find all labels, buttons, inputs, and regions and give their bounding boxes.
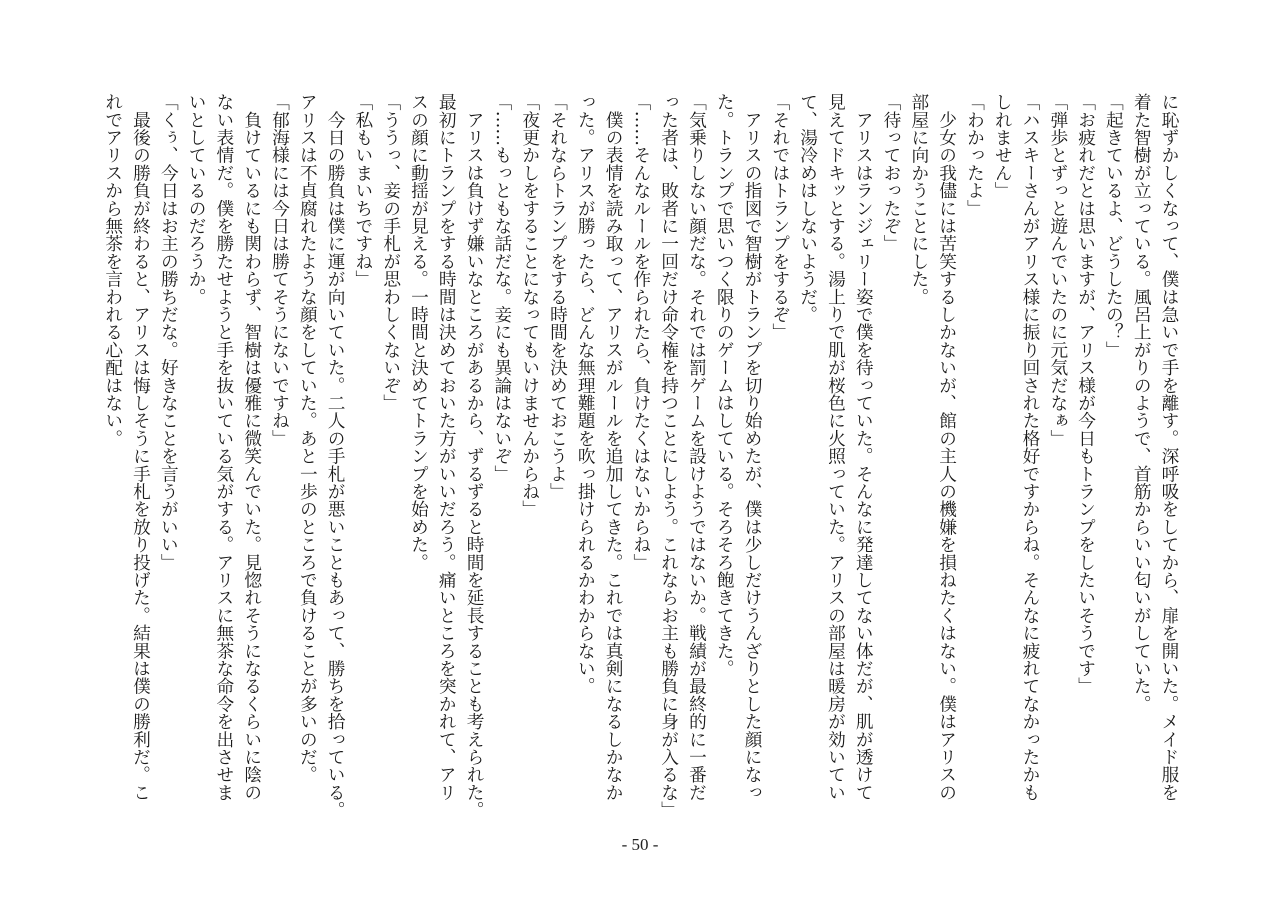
text-line: 「気乗りしない顔だな。それでは罰ゲームを設けようではないか。戦績が最終的に一番だ — [686, 93, 707, 801]
text-line: れでアリスから無茶を言われる心配はない。 — [102, 93, 123, 447]
text-line: 「起きているよ、どうしたの？」 — [1103, 93, 1124, 359]
vertical-body-text — [98, 93, 1182, 819]
text-line: アリスは負けず嫌いなところがあるから、ずるずると時間を延長することも考えられた。 — [464, 93, 485, 819]
text-line: 「夜更かしをすることになってもいけませんからね」 — [519, 93, 540, 518]
text-line: った。アリスが勝ったら、どんな無理難題を吹っ掛けられるかわからない。 — [575, 93, 596, 695]
text-line: 「郁海様には今日は勝てそうにないですね」 — [269, 93, 290, 447]
text-line: 「ハスキーさんがアリス様に振り回された格好ですからね。そんなに疲れてなかったかも — [1020, 93, 1041, 801]
text-line: 「わかったよ」 — [964, 93, 985, 217]
text-line: 部屋に向かうことにした。 — [908, 93, 929, 306]
text-line: 少女の我儘には苦笑するしかないが、館の主人の機嫌を損ねたくはない。僕はアリスの — [936, 93, 957, 801]
text-line: 僕の表情を読み取って、アリスがルールを追加してきた。これでは真剣になるしかなか — [603, 93, 624, 801]
text-line: 「ううっ、妾の手札が思わしくないぞ」 — [380, 93, 401, 412]
text-line: 見えてドキッとする。湯上りで肌が桜色に火照っていた。アリスの部屋は暖房が効いてい — [825, 93, 846, 801]
text-line: 着た智樹が立っている。風呂上がりのようで、首筋からいい匂いがしていた。 — [1131, 93, 1152, 713]
text-line: った者は、敗者に一回だけ命令権を持つことにしよう。これならお主も勝負に身が入るな」 — [658, 93, 679, 819]
text-line: スの顔に動揺が見える。一時間と決めてトランプを始めた。 — [408, 93, 429, 571]
text-line: て、湯冷めはしないようだ。 — [797, 93, 818, 324]
text-line: いとしているのだろうか。 — [186, 93, 207, 306]
text-line: 最初にトランプをする時間は決めておいた方がいいだろう。痛いところを突かれて、アリ — [436, 93, 457, 801]
text-line: アリスの指図で智樹がトランプを切り始めたが、僕は少しだけうんざりとした顔になっ — [742, 93, 763, 801]
text-line: 「それではトランプをするぞ」 — [769, 93, 790, 341]
text-line: 「それならトランプをする時間を決めておこうよ」 — [547, 93, 568, 501]
text-line: た。トランプで思いつく限りのゲームはしている。そろそろ飽きてきた。 — [714, 93, 735, 678]
text-line: 「弾歩とずっと遊んでいたのに元気だなぁ」 — [1047, 93, 1068, 447]
page-number: - 50 - — [621, 835, 659, 854]
text-line: 「くぅ、今日はお主の勝ちだな。好きなことを言うがいい」 — [158, 93, 179, 571]
text-line: 「お疲れだとは思いますが、アリス様が今日もトランプをしたいそうです」 — [1075, 93, 1096, 695]
text-line: 「私もいまいちですね」 — [352, 93, 373, 288]
text-line: 「待っておったぞ」 — [881, 93, 902, 253]
text-line: 「……もっともな話だな。妾にも異論はないぞ」 — [491, 93, 512, 483]
text-line: に恥ずかしくなって、僕は急いで手を離す。深呼吸をしてから、扉を開いた。メイド服を — [1159, 93, 1179, 801]
text-line: アリスはランジェリー姿で僕を待っていた。そんなに発達してない体だが、肌が透けて — [853, 93, 874, 801]
text-line: 今日の勝負は僕に運が向いていた。二人の手札が悪いこともあって、勝ちを拾っている。 — [325, 93, 346, 819]
text-line: アリスは不貞腐れたような顔をしていた。あと一歩のところで負けることが多いのだ。 — [297, 93, 318, 784]
text-line: 「……そんなルールを作られたら、負けたくはないからね」 — [630, 93, 651, 571]
text-line: しれません」 — [992, 93, 1013, 200]
text-line: 最後の勝負が終わると、アリスは悔しそうに手札を放り投げた。結果は僕の勝利だ。こ — [130, 93, 151, 801]
text-line: 負けているにも関わらず、智樹は優雅に微笑んでいた。見惚れそうになるくらいに陰の — [241, 93, 262, 801]
text-line: ない表情だ。僕を勝たせようと手を抜いている気がする。アリスに無茶な命令を出させま — [213, 93, 234, 801]
